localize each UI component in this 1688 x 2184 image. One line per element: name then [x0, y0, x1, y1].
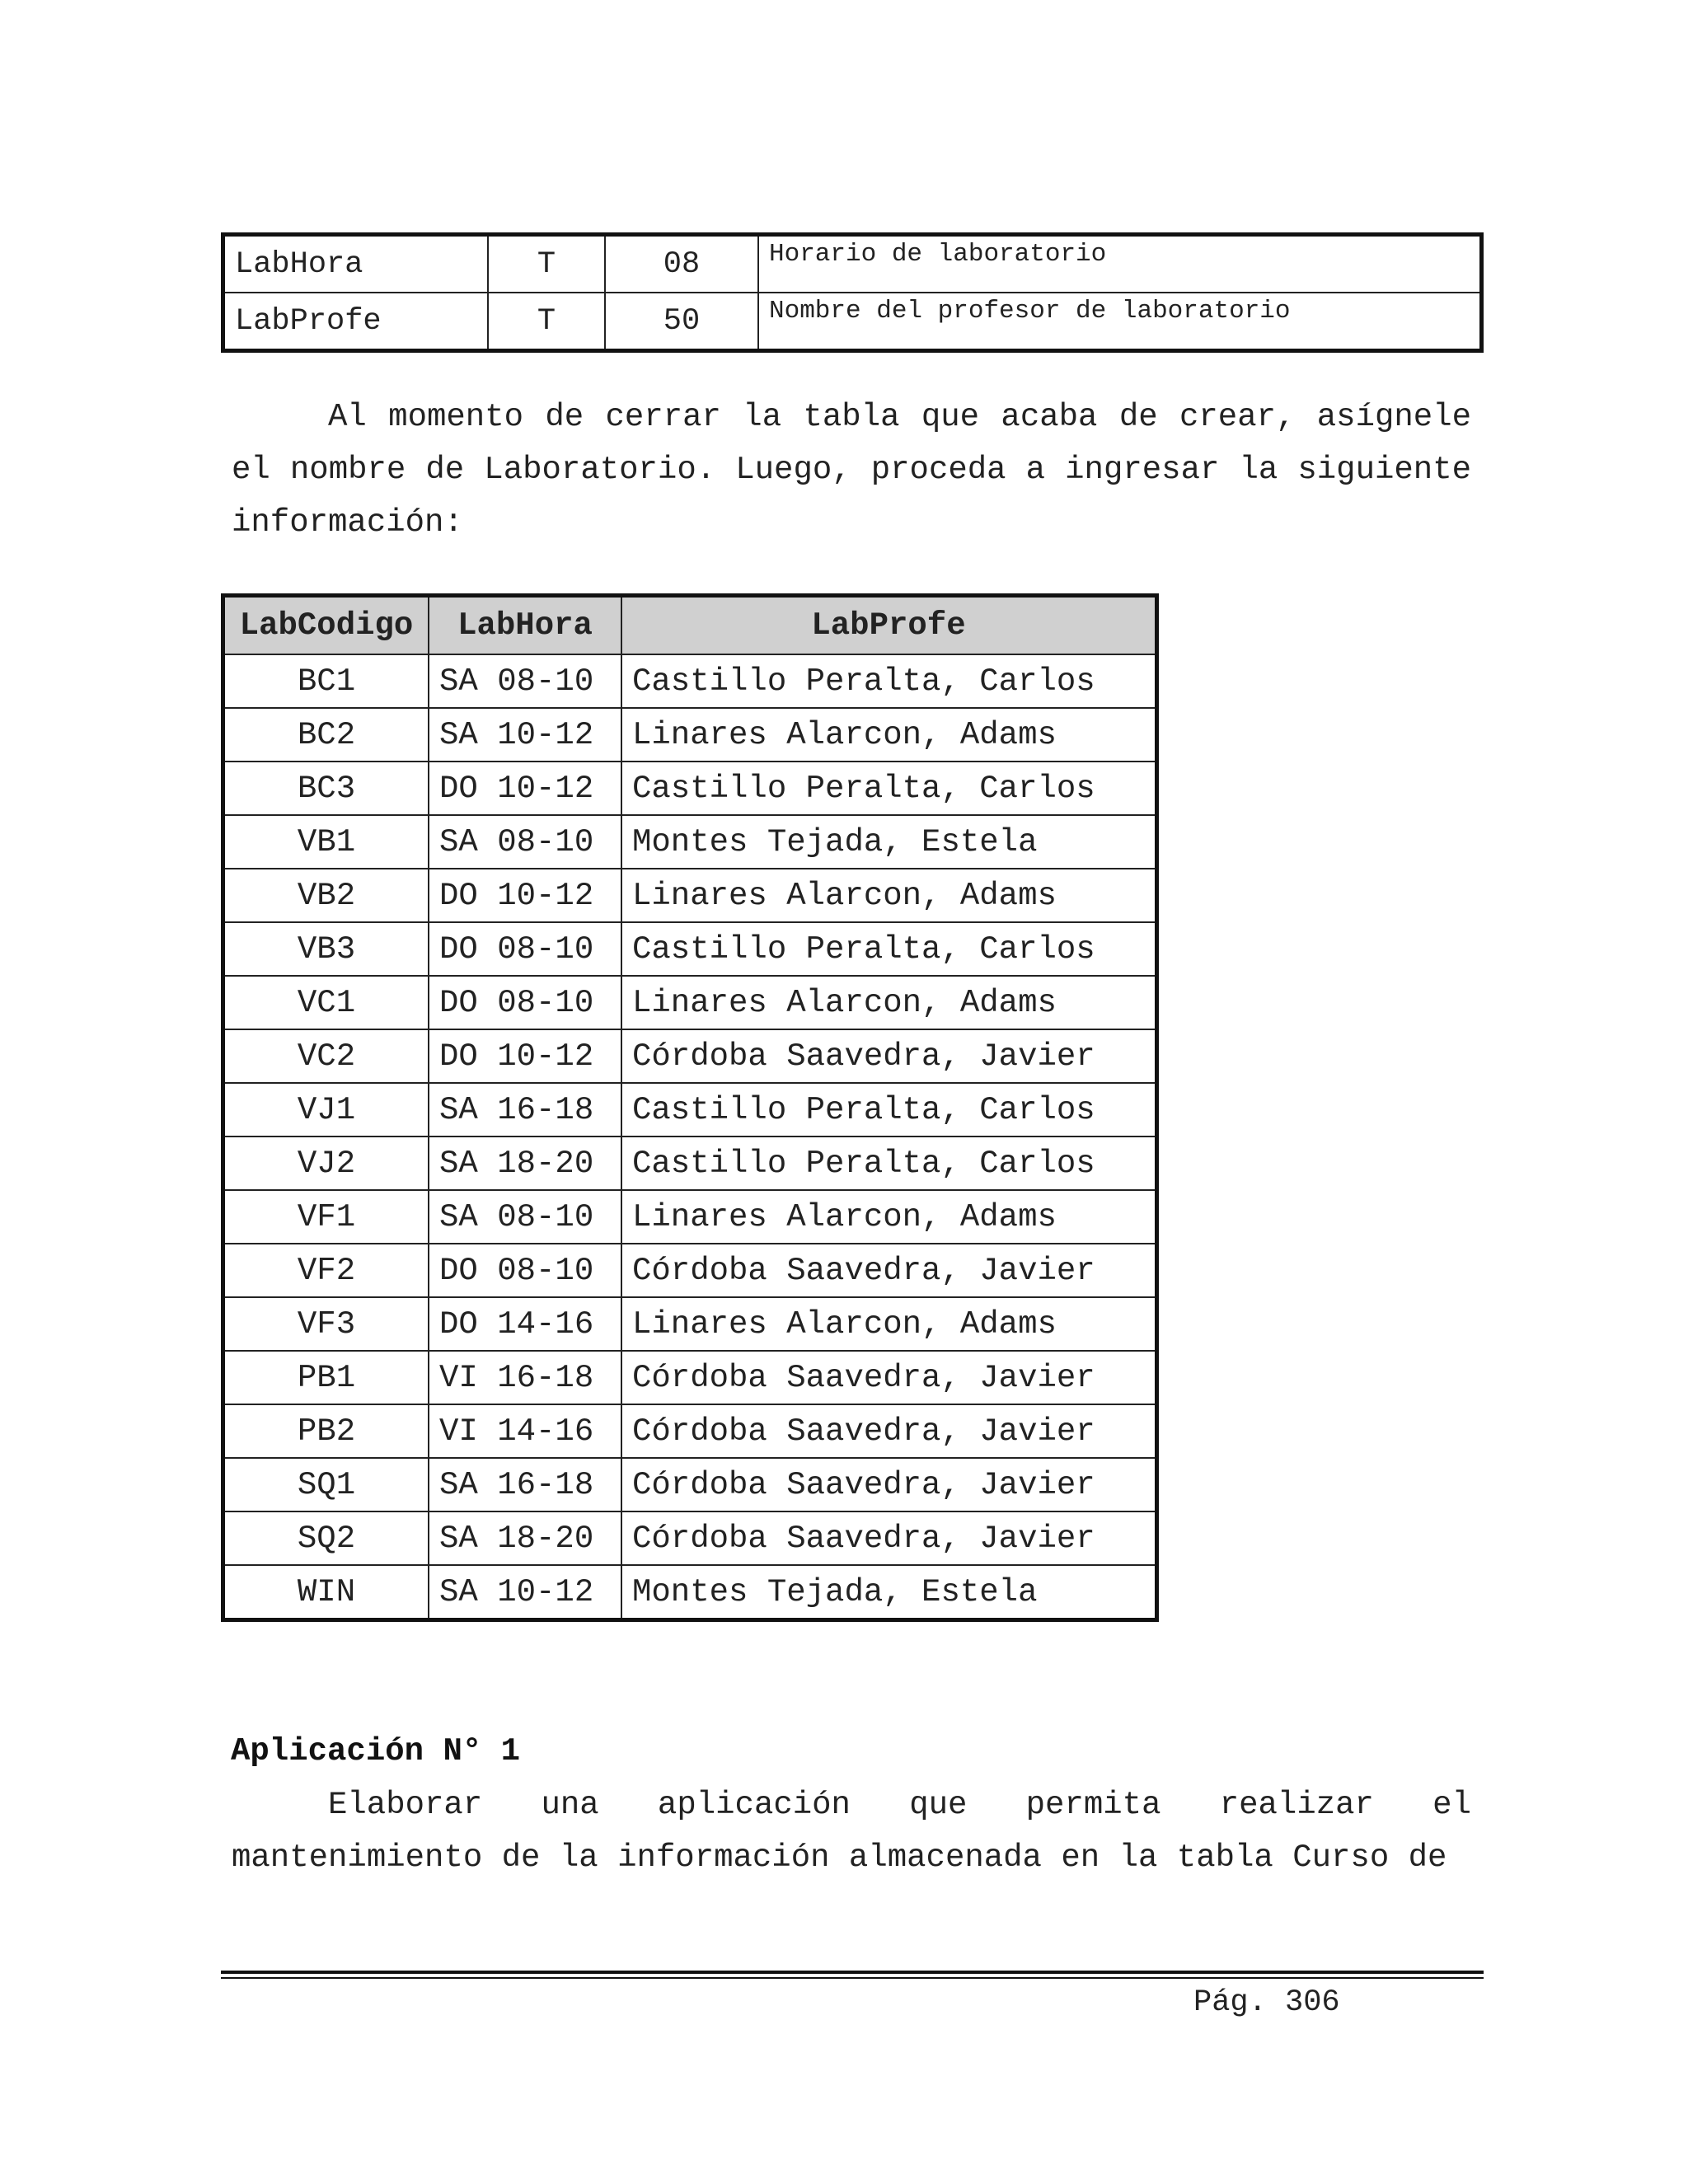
- labcodigo-cell: VB2: [223, 869, 429, 922]
- table-row: [223, 1565, 1157, 1620]
- labcodigo-cell: PB1: [223, 1351, 429, 1404]
- labhora-cell: DO 08-10: [429, 976, 621, 1029]
- table-row: [223, 1083, 1157, 1137]
- table-row: [223, 1511, 1157, 1565]
- labprofe-cell: Córdoba Saavedra, Javier: [621, 1511, 1157, 1565]
- table-row: [223, 1458, 1157, 1511]
- labcodigo-cell: VF3: [223, 1297, 429, 1351]
- table-row: [223, 762, 1157, 815]
- labcodigo-cell: VC1: [223, 976, 429, 1029]
- table-row: [223, 1244, 1157, 1297]
- table-row: [223, 1404, 1157, 1458]
- labprofe-cell: Castillo Peralta, Carlos: [621, 762, 1157, 815]
- table-row: [223, 976, 1157, 1029]
- field-description-cell: Nombre del profesor de laboratorio: [758, 293, 1482, 351]
- field-size-cell: 08: [605, 235, 758, 293]
- labhora-cell: SA 08-10: [429, 1190, 621, 1244]
- labprofe-cell: Castillo Peralta, Carlos: [621, 1083, 1157, 1137]
- table-row: [223, 1351, 1157, 1404]
- table-row: [223, 1190, 1157, 1244]
- labcodigo-cell: VF1: [223, 1190, 429, 1244]
- table-row: [223, 922, 1157, 976]
- labcodigo-cell: SQ2: [223, 1511, 429, 1565]
- labprofe-cell: Linares Alarcon, Adams: [621, 1297, 1157, 1351]
- labcodigo-cell: WIN: [223, 1565, 429, 1620]
- lab-table-body: [223, 654, 1157, 1620]
- field-definition-table: [221, 232, 1484, 353]
- field-name-cell: LabProfe: [223, 293, 489, 351]
- labhora-cell: VI 16-18: [429, 1351, 621, 1404]
- page-number: Pág. 306: [1193, 1985, 1340, 2020]
- header-labcodigo: LabCodigo: [223, 596, 429, 655]
- field-definition-rows: [223, 235, 1482, 351]
- table-row: [223, 654, 1157, 708]
- field-row: [223, 235, 1482, 293]
- table-row: [223, 708, 1157, 762]
- labprofe-cell: Córdoba Saavedra, Javier: [621, 1244, 1157, 1297]
- field-type-cell: T: [488, 235, 605, 293]
- labcodigo-cell: BC1: [223, 654, 429, 708]
- labcodigo-cell: VB3: [223, 922, 429, 976]
- labhora-cell: DO 10-12: [429, 869, 621, 922]
- labhora-cell: SA 16-18: [429, 1083, 621, 1137]
- labcodigo-cell: SQ1: [223, 1458, 429, 1511]
- labhora-cell: SA 10-12: [429, 708, 621, 762]
- lab-table-header-row: [223, 596, 1157, 655]
- labprofe-cell: Linares Alarcon, Adams: [621, 869, 1157, 922]
- labhora-cell: VI 14-16: [429, 1404, 621, 1458]
- labprofe-cell: Córdoba Saavedra, Javier: [621, 1029, 1157, 1083]
- labcodigo-cell: VF2: [223, 1244, 429, 1297]
- labhora-cell: DO 10-12: [429, 1029, 621, 1083]
- labprofe-cell: Linares Alarcon, Adams: [621, 708, 1157, 762]
- labhora-cell: DO 10-12: [429, 762, 621, 815]
- table-row: [223, 815, 1157, 869]
- laboratorio-data-table: [221, 593, 1159, 1622]
- field-name-cell: LabHora: [223, 235, 489, 293]
- field-row: [223, 293, 1482, 351]
- labprofe-cell: Montes Tejada, Estela: [621, 815, 1157, 869]
- labhora-cell: SA 10-12: [429, 1565, 621, 1620]
- header-labhora: LabHora: [429, 596, 621, 655]
- field-description-cell: Horario de laboratorio: [758, 235, 1482, 293]
- labprofe-cell: Córdoba Saavedra, Javier: [621, 1458, 1157, 1511]
- footer-rule-thick: [221, 1971, 1484, 1974]
- labprofe-cell: Montes Tejada, Estela: [621, 1565, 1157, 1620]
- labhora-cell: SA 16-18: [429, 1458, 621, 1511]
- labhora-cell: DO 14-16: [429, 1297, 621, 1351]
- table-row: [223, 1029, 1157, 1083]
- section-heading: Aplicación N° 1: [231, 1733, 521, 1769]
- labprofe-cell: Linares Alarcon, Adams: [621, 976, 1157, 1029]
- labhora-cell: SA 18-20: [429, 1137, 621, 1190]
- section-paragraph: Elaborar una aplicación que permita realizar el mantenimiento de la información almacenada en la tabla Curso de: [232, 1787, 1471, 1876]
- labhora-cell: DO 08-10: [429, 922, 621, 976]
- header-labprofe: LabProfe: [621, 596, 1157, 655]
- labprofe-cell: Castillo Peralta, Carlos: [621, 1137, 1157, 1190]
- labcodigo-cell: VC2: [223, 1029, 429, 1083]
- labprofe-cell: Castillo Peralta, Carlos: [621, 654, 1157, 708]
- intro-paragraph: Al momento de cerrar la tabla que acaba de crear, asígnele el nombre de Laboratorio. Luego, proceda a ingresar la siguiente información:: [232, 399, 1471, 541]
- labhora-cell: DO 08-10: [429, 1244, 621, 1297]
- table-row: [223, 1297, 1157, 1351]
- labhora-cell: SA 18-20: [429, 1511, 621, 1565]
- table-row: [223, 1137, 1157, 1190]
- labhora-cell: SA 08-10: [429, 815, 621, 869]
- labcodigo-cell: BC3: [223, 762, 429, 815]
- labcodigo-cell: BC2: [223, 708, 429, 762]
- labcodigo-cell: VJ1: [223, 1083, 429, 1137]
- labprofe-cell: Córdoba Saavedra, Javier: [621, 1351, 1157, 1404]
- labprofe-cell: Castillo Peralta, Carlos: [621, 922, 1157, 976]
- labprofe-cell: Córdoba Saavedra, Javier: [621, 1404, 1157, 1458]
- labcodigo-cell: VB1: [223, 815, 429, 869]
- labcodigo-cell: VJ2: [223, 1137, 429, 1190]
- footer-rule-thin: [221, 1977, 1484, 1979]
- field-size-cell: 50: [605, 293, 758, 351]
- labcodigo-cell: PB2: [223, 1404, 429, 1458]
- table-row: [223, 869, 1157, 922]
- field-type-cell: T: [488, 293, 605, 351]
- labhora-cell: SA 08-10: [429, 654, 621, 708]
- labprofe-cell: Linares Alarcon, Adams: [621, 1190, 1157, 1244]
